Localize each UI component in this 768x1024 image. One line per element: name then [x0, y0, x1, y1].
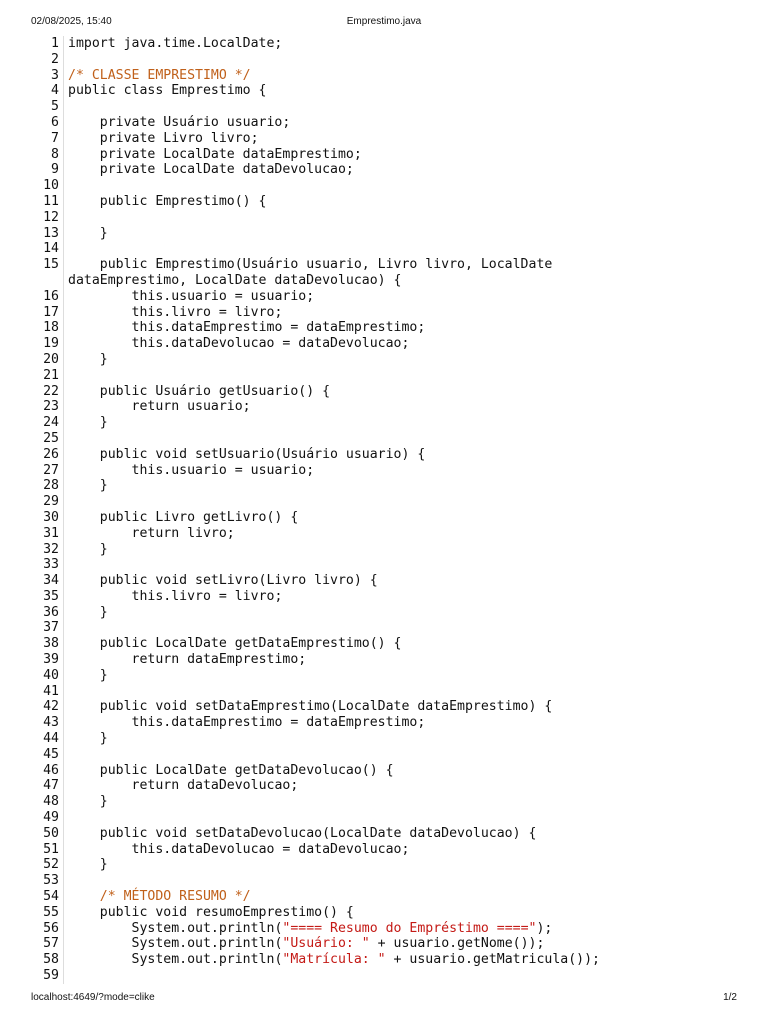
- code-text: [68, 241, 737, 257]
- gutter-divider: [63, 889, 64, 905]
- code-line: [31, 684, 737, 700]
- line-number: 5: [51, 99, 59, 115]
- code-text: [68, 320, 737, 336]
- line-number: 26: [43, 446, 59, 462]
- gutter-divider: [63, 747, 64, 763]
- gutter-divider: [63, 83, 64, 99]
- gutter-divider: [63, 557, 64, 573]
- gutter-divider: [63, 968, 64, 984]
- code-token: + usuario.getMatricula());: [385, 952, 600, 968]
- code-line: [31, 668, 737, 684]
- code-line: [31, 747, 737, 763]
- print-datetime: 02/08/2025, 15:40: [31, 16, 112, 27]
- code-token: public LocalDate getDataEmprestimo() {: [68, 636, 402, 652]
- line-number: 34: [43, 573, 59, 589]
- code-text: [68, 162, 737, 178]
- line-number: 30: [43, 509, 59, 525]
- code-line: [31, 162, 737, 178]
- line-number: 11: [43, 193, 59, 209]
- code-comment: /* CLASSE EMPRESTIMO */: [68, 67, 251, 83]
- code-token: this.usuario = usuario;: [68, 462, 315, 478]
- code-line: [31, 447, 737, 463]
- code-line: [31, 36, 737, 52]
- gutter-divider: [63, 778, 64, 794]
- gutter-divider: [63, 115, 64, 131]
- line-number: 37: [43, 620, 59, 636]
- code-token: private LocalDate dataDevolucao;: [68, 162, 354, 178]
- gutter-divider: [63, 384, 64, 400]
- line-number: 48: [43, 794, 59, 810]
- code-text: [68, 857, 737, 873]
- code-token: public void setLivro(Livro livro) {: [68, 573, 378, 589]
- code-text: [68, 226, 737, 242]
- code-line-continuation: [31, 273, 737, 289]
- code-text: [68, 257, 737, 273]
- code-comment: /* MÉTODO RESUMO */: [99, 889, 251, 905]
- line-number: 23: [43, 399, 59, 415]
- code-token: }: [68, 604, 108, 620]
- code-text: [68, 273, 737, 289]
- gutter-divider: [63, 936, 64, 952]
- code-text: [68, 305, 737, 321]
- code-line: [31, 889, 737, 905]
- code-text: [68, 889, 737, 905]
- code-line: [31, 431, 737, 447]
- code-line: [31, 131, 737, 147]
- code-token: }: [68, 794, 108, 810]
- line-number: 20: [43, 351, 59, 367]
- line-number: 28: [43, 478, 59, 494]
- document-title: Emprestimo.java: [346, 16, 422, 27]
- line-number: 27: [43, 462, 59, 478]
- code-line: [31, 494, 737, 510]
- gutter-divider: [63, 731, 64, 747]
- code-line: [31, 778, 737, 794]
- code-line: [31, 526, 737, 542]
- code-line: [31, 968, 737, 984]
- gutter-divider: [63, 763, 64, 779]
- code-token: this.dataEmprestimo = dataEmprestimo;: [68, 715, 426, 731]
- gutter-divider: [63, 826, 64, 842]
- code-token: public void setDataEmprestimo(LocalDate dataEmprestimo) {: [68, 699, 553, 715]
- gutter-divider: [63, 526, 64, 542]
- line-number: 47: [43, 778, 59, 794]
- code-listing: [31, 36, 737, 989]
- page-url: localhost:4649/?mode=clike: [31, 992, 155, 1003]
- gutter-divider: [63, 320, 64, 336]
- code-line: [31, 147, 737, 163]
- code-line: [31, 289, 737, 305]
- code-token: public LocalDate getDataDevolucao() {: [68, 762, 394, 778]
- code-text: [68, 510, 737, 526]
- code-token: public Livro getLivro() {: [68, 509, 299, 525]
- code-text: [68, 399, 737, 415]
- code-text: [68, 115, 737, 131]
- gutter-divider: [63, 68, 64, 84]
- code-text: [68, 715, 737, 731]
- code-token: public void resumoEmprestimo() {: [68, 904, 354, 920]
- code-token: dataEmprestimo, LocalDate dataDevolucao) {: [68, 272, 402, 288]
- code-text: [68, 605, 737, 621]
- code-line: [31, 905, 737, 921]
- code-token: System.out.println(: [68, 920, 283, 936]
- line-number: 9: [51, 162, 59, 178]
- gutter-divider: [63, 399, 64, 415]
- code-line: [31, 652, 737, 668]
- gutter-divider: [63, 636, 64, 652]
- line-number: 58: [43, 952, 59, 968]
- gutter-divider: [63, 873, 64, 889]
- line-number: 24: [43, 415, 59, 431]
- code-text: [68, 936, 737, 952]
- code-line: [31, 210, 737, 226]
- code-line: [31, 605, 737, 621]
- code-token: this.dataDevolucao = dataDevolucao;: [68, 841, 410, 857]
- gutter-divider: [63, 921, 64, 937]
- code-text: [68, 968, 737, 984]
- gutter-divider: [63, 131, 64, 147]
- print-header: [31, 16, 737, 32]
- code-text: [68, 194, 737, 210]
- gutter-divider: [63, 352, 64, 368]
- line-number: 57: [43, 936, 59, 952]
- line-number: 19: [43, 336, 59, 352]
- line-number: 39: [43, 652, 59, 668]
- line-number: 51: [43, 841, 59, 857]
- code-line: [31, 936, 737, 952]
- gutter-divider: [63, 210, 64, 226]
- code-line: [31, 557, 737, 573]
- code-text: [68, 368, 737, 384]
- code-token: this.livro = livro;: [68, 588, 283, 604]
- code-line: [31, 731, 737, 747]
- code-token: }: [68, 857, 108, 873]
- code-token: }: [68, 225, 108, 241]
- code-text: [68, 778, 737, 794]
- gutter-divider: [63, 447, 64, 463]
- gutter-divider: [63, 542, 64, 558]
- code-text: [68, 542, 737, 558]
- line-number: 49: [43, 810, 59, 826]
- code-text: [68, 336, 737, 352]
- line-number: 12: [43, 209, 59, 225]
- gutter-divider: [63, 368, 64, 384]
- print-footer: [31, 992, 737, 1006]
- gutter-divider: [63, 494, 64, 510]
- code-string: "Matrícula: ": [282, 952, 386, 968]
- gutter-divider: [63, 463, 64, 479]
- gutter-divider: [63, 305, 64, 321]
- code-text: [68, 526, 737, 542]
- line-number: 38: [43, 636, 59, 652]
- code-text: [68, 684, 737, 700]
- code-line: [31, 826, 737, 842]
- code-line: [31, 305, 737, 321]
- code-token: public Usuário getUsuario() {: [68, 383, 331, 399]
- line-number: 41: [43, 683, 59, 699]
- gutter-divider: [63, 510, 64, 526]
- line-number: 17: [43, 304, 59, 320]
- code-line: [31, 542, 737, 558]
- code-text: [68, 810, 737, 826]
- code-text: [68, 68, 737, 84]
- code-text: [68, 384, 737, 400]
- gutter-divider: [63, 162, 64, 178]
- line-number: 46: [43, 762, 59, 778]
- line-number: 33: [43, 557, 59, 573]
- code-line: [31, 226, 737, 242]
- code-token: System.out.println(: [68, 952, 283, 968]
- code-line: [31, 241, 737, 257]
- gutter-divider: [63, 605, 64, 621]
- gutter-divider: [63, 36, 64, 52]
- gutter-divider: [63, 842, 64, 858]
- code-line: [31, 620, 737, 636]
- line-number: 40: [43, 667, 59, 683]
- gutter-divider: [63, 415, 64, 431]
- code-token: return dataDevolucao;: [68, 778, 299, 794]
- code-text: [68, 557, 737, 573]
- line-number: 50: [43, 825, 59, 841]
- gutter-divider: [63, 573, 64, 589]
- line-number: 1: [51, 36, 59, 51]
- code-token: public class Emprestimo {: [68, 83, 267, 99]
- code-line: [31, 178, 737, 194]
- code-line: [31, 463, 737, 479]
- code-line: [31, 115, 737, 131]
- code-text: [68, 99, 737, 115]
- gutter-divider: [63, 794, 64, 810]
- code-text: [68, 494, 737, 510]
- gutter-divider: [63, 810, 64, 826]
- gutter-divider: [63, 289, 64, 305]
- code-text: [68, 952, 737, 968]
- code-text: [68, 131, 737, 147]
- code-line: [31, 763, 737, 779]
- code-text: [68, 178, 737, 194]
- gutter-divider: [63, 52, 64, 68]
- line-number: 43: [43, 715, 59, 731]
- gutter-divider: [63, 620, 64, 636]
- code-line: [31, 589, 737, 605]
- line-number: 25: [43, 430, 59, 446]
- code-line: [31, 368, 737, 384]
- code-token: return usuario;: [68, 399, 251, 415]
- line-number: 36: [43, 604, 59, 620]
- code-line: [31, 952, 737, 968]
- gutter-divider: [63, 194, 64, 210]
- code-line: [31, 99, 737, 115]
- code-string: "Usuário: ": [282, 936, 370, 952]
- line-number: 53: [43, 873, 59, 889]
- line-number: 42: [43, 699, 59, 715]
- code-line: [31, 921, 737, 937]
- gutter-divider: [63, 952, 64, 968]
- code-text: [68, 589, 737, 605]
- code-text: [68, 620, 737, 636]
- code-token: private LocalDate dataEmprestimo;: [68, 146, 362, 162]
- gutter-divider: [63, 178, 64, 194]
- gutter-divider: [63, 857, 64, 873]
- code-text: [68, 83, 737, 99]
- code-line: [31, 857, 737, 873]
- line-number: 32: [43, 541, 59, 557]
- code-line: [31, 510, 737, 526]
- gutter-divider: [63, 273, 64, 289]
- code-line: [31, 194, 737, 210]
- code-text: [68, 731, 737, 747]
- code-text: [68, 463, 737, 479]
- code-line: [31, 352, 737, 368]
- code-line: [31, 715, 737, 731]
- code-text: [68, 52, 737, 68]
- gutter-divider: [63, 241, 64, 257]
- code-line: [31, 636, 737, 652]
- code-token: this.livro = livro;: [68, 304, 283, 320]
- code-token: [68, 889, 100, 904]
- line-number: 31: [43, 525, 59, 541]
- code-text: [68, 447, 737, 463]
- code-line: [31, 320, 737, 336]
- code-text: [68, 826, 737, 842]
- code-line: [31, 794, 737, 810]
- gutter-divider: [63, 257, 64, 273]
- line-number: 6: [51, 114, 59, 130]
- gutter-divider: [63, 478, 64, 494]
- code-line: [31, 257, 737, 273]
- gutter-divider: [63, 715, 64, 731]
- line-number: 3: [51, 67, 59, 83]
- code-token: private Livro livro;: [68, 130, 259, 146]
- code-token: return livro;: [68, 525, 235, 541]
- gutter-divider: [63, 589, 64, 605]
- code-text: [68, 147, 737, 163]
- gutter-divider: [63, 652, 64, 668]
- code-token: + usuario.getNome());: [369, 936, 545, 952]
- code-token: }: [68, 478, 108, 494]
- code-text: [68, 636, 737, 652]
- gutter-divider: [63, 684, 64, 700]
- line-number: 52: [43, 857, 59, 873]
- line-number: 55: [43, 904, 59, 920]
- gutter-divider: [63, 905, 64, 921]
- code-text: [68, 747, 737, 763]
- code-line: [31, 478, 737, 494]
- line-number: 18: [43, 320, 59, 336]
- line-number: 29: [43, 494, 59, 510]
- code-text: [68, 921, 737, 937]
- gutter-divider: [63, 99, 64, 115]
- line-number: 4: [51, 83, 59, 99]
- code-line: [31, 810, 737, 826]
- line-number: 10: [43, 178, 59, 194]
- line-number: 44: [43, 731, 59, 747]
- code-text: [68, 873, 737, 889]
- gutter-divider: [63, 699, 64, 715]
- code-token: public void setUsuario(Usuário usuario) {: [68, 446, 426, 462]
- code-text: [68, 431, 737, 447]
- line-number: 35: [43, 588, 59, 604]
- code-text: [68, 210, 737, 226]
- code-token: System.out.println(: [68, 936, 283, 952]
- code-line: [31, 699, 737, 715]
- line-number: 13: [43, 225, 59, 241]
- code-text: [68, 36, 737, 52]
- gutter-divider: [63, 431, 64, 447]
- code-token: }: [68, 541, 108, 557]
- code-text: [68, 842, 737, 858]
- code-text: [68, 668, 737, 684]
- line-number: 2: [51, 51, 59, 67]
- code-token: this.dataEmprestimo = dataEmprestimo;: [68, 320, 426, 336]
- line-number: 14: [43, 241, 59, 257]
- line-number: 21: [43, 367, 59, 383]
- code-line: [31, 336, 737, 352]
- gutter-divider: [63, 668, 64, 684]
- code-line: [31, 83, 737, 99]
- code-text: [68, 905, 737, 921]
- code-token: public Emprestimo() {: [68, 193, 267, 209]
- page-number: 1/2: [723, 992, 737, 1003]
- code-token: return dataEmprestimo;: [68, 652, 307, 668]
- code-string: "==== Resumo do Empréstimo ====": [282, 920, 537, 936]
- code-line: [31, 399, 737, 415]
- code-text: [68, 794, 737, 810]
- code-text: [68, 699, 737, 715]
- code-line: [31, 873, 737, 889]
- code-text: [68, 573, 737, 589]
- line-number: 22: [43, 383, 59, 399]
- code-token: }: [68, 667, 108, 683]
- code-token: }: [68, 415, 108, 431]
- gutter-divider: [63, 147, 64, 163]
- line-number: 45: [43, 746, 59, 762]
- code-token: }: [68, 351, 108, 367]
- line-number: 59: [43, 968, 59, 984]
- line-number: 54: [43, 889, 59, 905]
- code-token: }: [68, 731, 108, 747]
- code-text: [68, 478, 737, 494]
- code-line: [31, 68, 737, 84]
- code-text: [68, 652, 737, 668]
- code-line: [31, 415, 737, 431]
- code-token: import java.time.LocalDate;: [68, 36, 283, 51]
- line-number: 8: [51, 146, 59, 162]
- code-text: [68, 763, 737, 779]
- line-number: 7: [51, 130, 59, 146]
- code-line: [31, 573, 737, 589]
- gutter-divider: [63, 336, 64, 352]
- code-token: private Usuário usuario;: [68, 114, 291, 130]
- code-line: [31, 52, 737, 68]
- code-token: this.dataDevolucao = dataDevolucao;: [68, 336, 410, 352]
- line-number: 15: [43, 257, 59, 273]
- code-text: [68, 415, 737, 431]
- code-token: public void setDataDevolucao(LocalDate dataDevolucao) {: [68, 825, 537, 841]
- code-token: this.usuario = usuario;: [68, 288, 315, 304]
- code-line: [31, 842, 737, 858]
- line-number: 16: [43, 288, 59, 304]
- gutter-divider: [63, 226, 64, 242]
- code-text: [68, 289, 737, 305]
- code-token: public Emprestimo(Usuário usuario, Livro livro, LocalDate: [68, 257, 553, 273]
- line-number: 56: [43, 920, 59, 936]
- code-line: [31, 384, 737, 400]
- code-token: );: [536, 920, 553, 936]
- code-text: [68, 352, 737, 368]
